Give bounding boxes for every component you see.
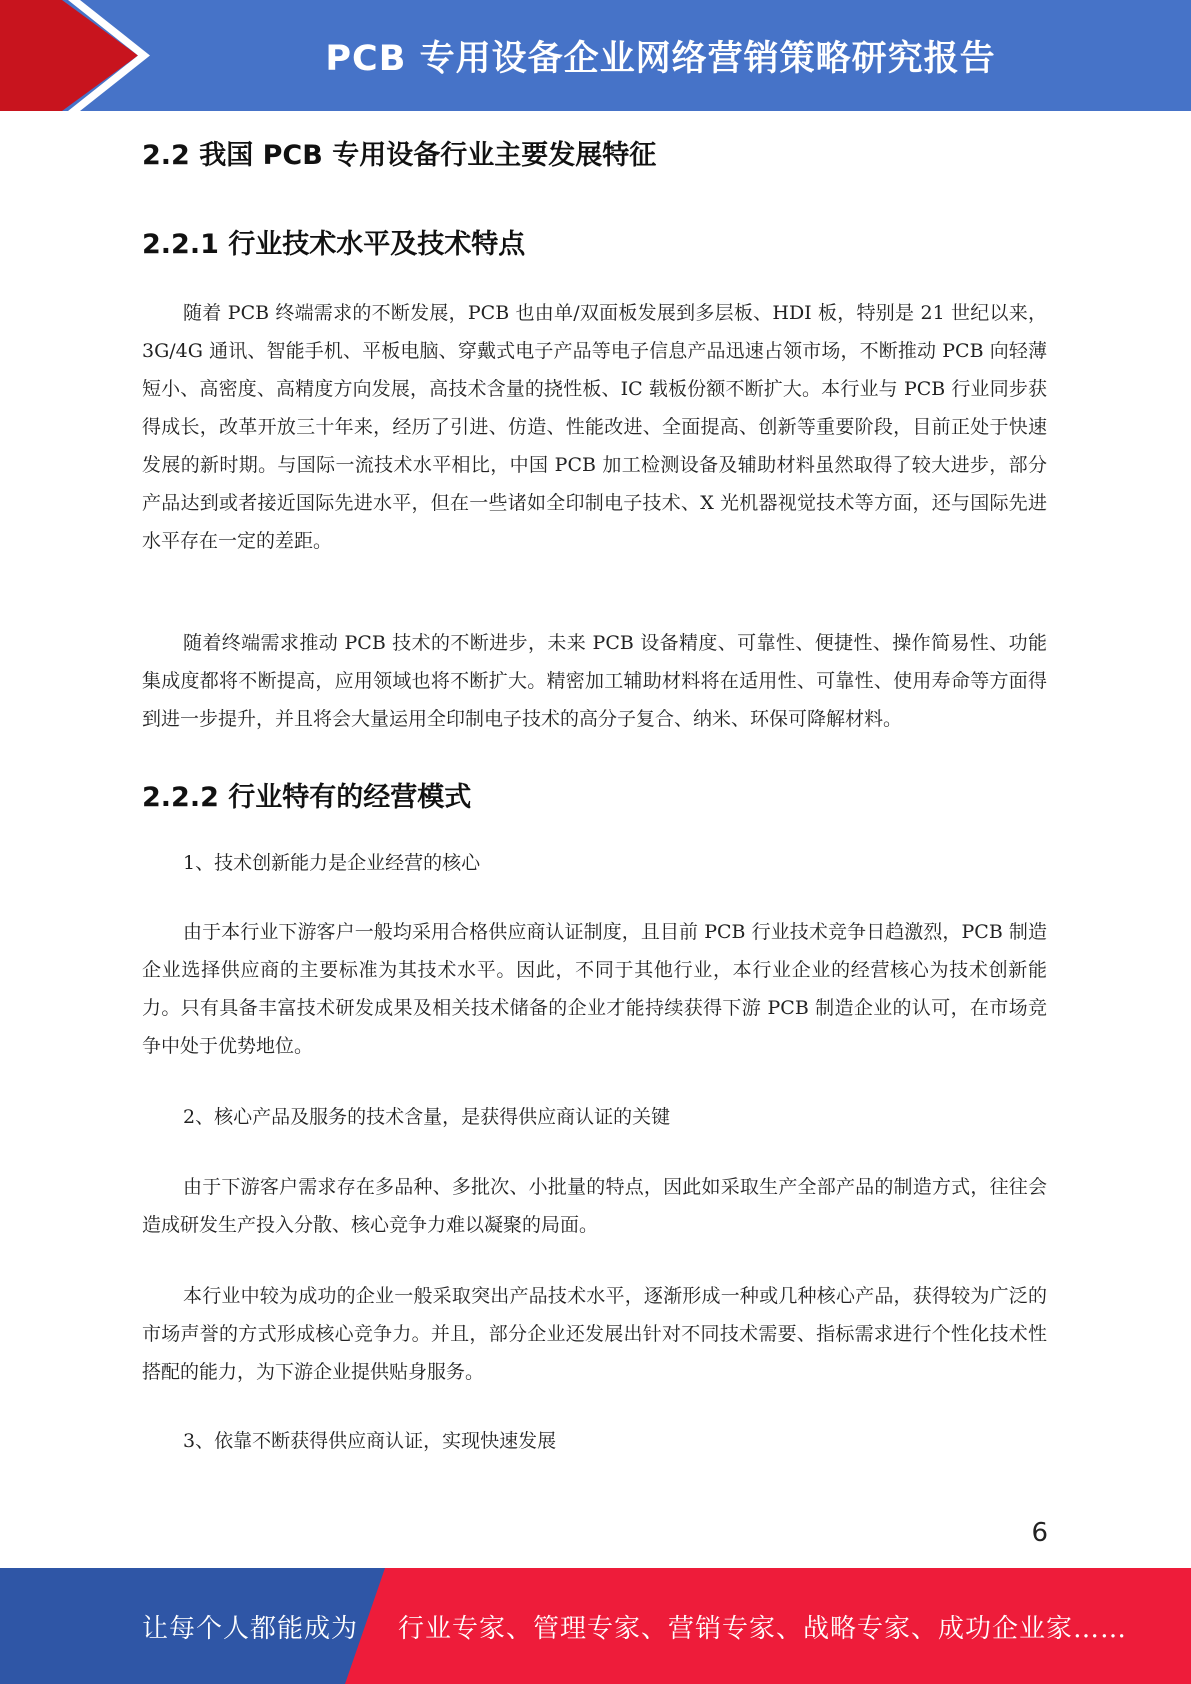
header-arrow-decoration bbox=[0, 0, 160, 111]
list-item-3: 3、依靠不断获得供应商认证，实现快速发展 bbox=[183, 1430, 557, 1452]
paragraph-innovation: 由于本行业下游客户一般均采用合格供应商认证制度，且目前 PCB 行业技术竞争日趋激烈，PCB 制造企业选择供应商的主要标准为其技术水平。因此，不同于其他行业，本行业企业的经营核心为技术创新能力。只有具备丰富技术研发成果及相关技术储备的企业才能持续获得下游 PCB 制造企业的认可，在市场竞争中处于优势地位。 bbox=[142, 921, 1047, 1057]
list-item-2: 2、核心产品及服务的技术含量，是获得供应商认证的关键 bbox=[183, 1106, 671, 1128]
paragraph-core-competence: 本行业中较为成功的企业一般采取突出产品技术水平，逐渐形成一种或几种核心产品，获得较为广泛的市场声誉的方式形成核心竞争力。并且，部分企业还发展出针对不同技术需要、指标需求进行个性化技术性搭配的能力，为下游企业提供贴身服务。 bbox=[142, 1285, 1047, 1383]
list-item-1: 1、技术创新能力是企业经营的核心 bbox=[183, 852, 481, 874]
footer-slogan-right: 行业专家、管理专家、营销专家、战略专家、成功企业家…… bbox=[398, 1613, 1128, 1644]
page-header bbox=[0, 0, 1191, 111]
paragraph-customer-needs: 由于下游客户需求存在多品种、多批次、小批量的特点，因此如采取生产全部产品的制造方式，往往会造成研发生产投入分散、核心竞争力难以凝聚的局面。 bbox=[142, 1176, 1047, 1236]
paragraph-tech-level: 随着 PCB 终端需求的不断发展，PCB 也由单/双面板发展到多层板、HDI 板，特别是 21 世纪以来，3G/4G 通讯、智能手机、平板电脑、穿戴式电子产品等电子信息产品迅速占领市场，不断推动 PCB 向轻薄短小、高密度、高精度方向发展，高技术含量的挠性板、IC 载板份额不断扩大。本行业与 PCB 行业同步获得成长，改革开放三十年来，经历了引进、仿造、性能改进、全面提高、创新等重要阶段，目前正处于快速发展的新时期。与国际一流技术水平相比，中国 PCB 加工检测设备及辅助材料虽然取得了较大进步，部分产品达到或者接近国际先进水平，但在一些诸如全印制电子技术、X 光机器视觉技术等方面，还与国际先进水平存在一定的差距。 bbox=[142, 302, 1047, 552]
section-heading-2-2-1: 2.2.1 行业技术水平及技术特点 bbox=[142, 229, 526, 260]
section-heading-2-2-2: 2.2.2 行业特有的经营模式 bbox=[142, 782, 472, 813]
page-footer bbox=[0, 1568, 1191, 1684]
report-title: PCB 专用设备企业网络营销策略研究报告 bbox=[325, 38, 996, 79]
footer-slogan-left: 让每个人都能成为 bbox=[142, 1613, 359, 1644]
paragraph-tech-trend: 随着终端需求推动 PCB 技术的不断进步，未来 PCB 设备精度、可靠性、便捷性、操作简易性、功能集成度都将不断提高，应用领域也将不断扩大。精密加工辅助材料将在适用性、可靠性、使用寿命等方面得到进一步提升，并且将会大量运用全印制电子技术的高分子复合、纳米、环保可降解材料。 bbox=[142, 632, 1047, 730]
page-number: 6 bbox=[1031, 1518, 1048, 1548]
section-heading-2-2: 2.2 我国 PCB 专用设备行业主要发展特征 bbox=[142, 140, 657, 171]
